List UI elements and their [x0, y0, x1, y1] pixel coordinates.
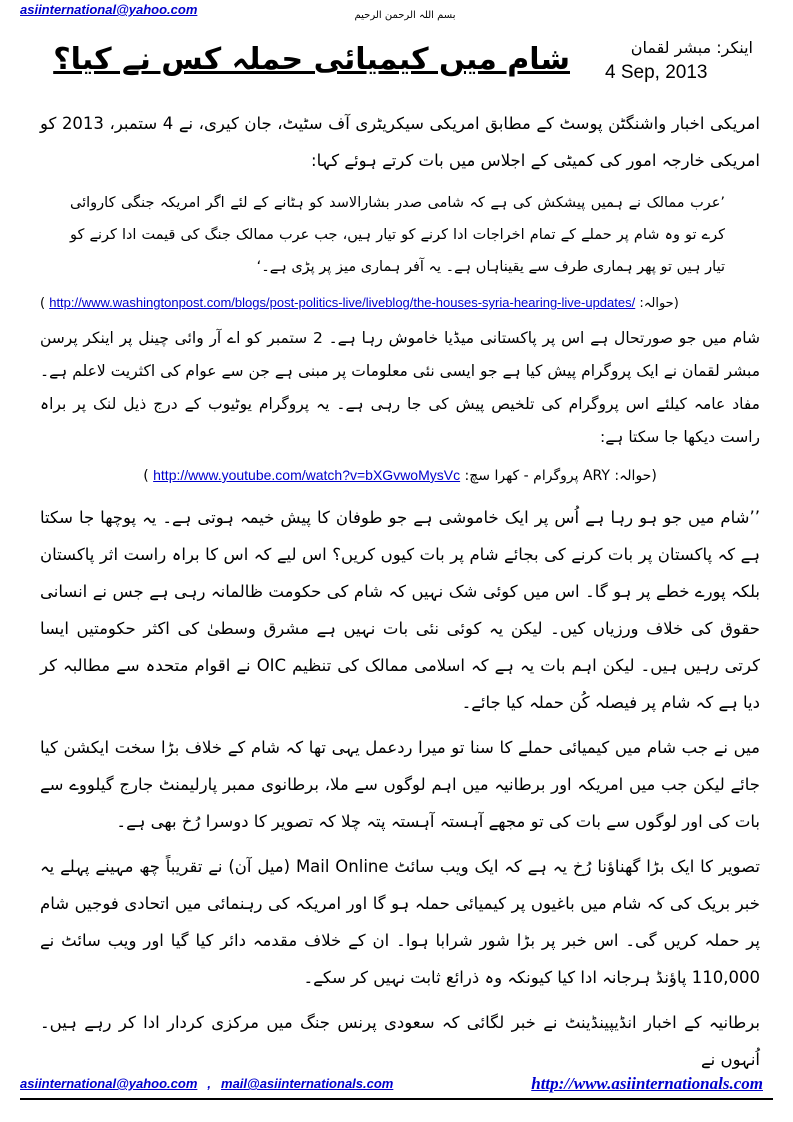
footer-divider	[20, 1098, 773, 1100]
paragraph-intro: امریکی اخبار واشنگٹن پوسٹ کے مطابق امریکی سیکریٹری آف سٹیٹ، جان کیری، نے 4 ستمبر، 2013 کو امریکی خارجہ امور کی کمیٹی کے اجلاس میں بات کرتے ہوئے کہا:	[40, 114, 760, 170]
footer-email-link-2[interactable]: mail@asiinternationals.com	[221, 1076, 394, 1091]
header-email-link[interactable]: asiinternational@yahoo.com	[20, 2, 198, 17]
reference-close: )	[143, 468, 149, 484]
paragraph-syria-silence: ’’شام میں جو ہو رہا ہے اُس پر ایک خاموشی ہے جو طوفان کا پیش خیمہ ہوتی ہے۔ یہ پوچھا جا سکتا ہے کہ پاکستان پر بات کرنے کی بجائے شام پر بات کیوں کریں؟ اس لیے کہ اس کا براہ راست اثر پاکستان بلکہ پورے خطے پر ہو گا۔ اس میں کوئی شک نہیں کہ شام کی حکومت ظالمانہ رہی ہے جس نے انسانی حقوق کی خلاف ورزیاں کیں۔ لیکن یہ کوئی نئی بات نہیں ہے مشرق وسطیٰ کی اکثر حکومتیں ایسا کرتی رہیں ہیں۔ لیکن اہم بات یہ ہے کہ اسلامی ممالک کی تنظیم OIC نے اقوام متحدہ سے مطالبہ کر دیا ہے کہ شام پر فیصلہ کُن حملہ کیا جائے۔	[40, 508, 760, 712]
footer-website-link[interactable]: http://www.asiinternationals.com	[531, 1074, 763, 1093]
footer-emails	[20, 1076, 393, 1091]
reference-label: (حوالہ:	[639, 296, 679, 311]
page-title: شام میں کیمیائی حملہ کس نے کیا؟	[53, 42, 570, 77]
anchor-name: اینکر: مبشر لقمان	[630, 38, 753, 57]
reference-label: (حوالہ: ARY پروگرام - کھرا سچ:	[464, 468, 657, 484]
article-date: 4 Sep, 2013	[605, 62, 708, 83]
youtube-link[interactable]: http://www.youtube.com/watch?v=bXGvwoMysVc	[153, 467, 461, 483]
reference-youtube	[40, 462, 760, 489]
paragraph-chemical-attack: میں نے جب شام میں کیمیائی حملے کا سنا تو میرا ردعمل یہی تھا کہ شام کے خلاف بڑا سخت ایکشن کیا جائے لیکن جب میں امریکہ اور برطانیہ میں اہم لوگوں سے ملا، برطانوی ممبر پارلیمنٹ جارج گیلووے سے بات کی اور لوگوں سے بات کی تو مجھے آہستہ آہستہ پتہ چلا کہ تصویر کا دوسرا رُخ بھی ہے۔	[40, 738, 760, 831]
paragraph-program: شام میں جو صورتحال ہے اس پر پاکستانی میڈیا خاموش رہا ہے۔ 2 ستمبر کو اے آر وائی چینل پر اینکر پرسن مبشر لقمان نے ایک پروگرام پیش کیا ہے جو ایسی نئی معلومات پر مبنی ہے جن سے عوام کی اکثریت لاعلم ہے۔ مفاد عامہ کیلئے اس پروگرام کی تلخیص پیش کی جا رہی ہے۔ یہ پروگرام یوٹیوب کے درج ذیل لنک پر براہ راست دیکھا جا سکتا ہے:	[40, 329, 760, 446]
reference-close: )	[40, 296, 46, 311]
kerry-quote: ’عرب ممالک نے ہمیں پیشکش کی ہے کہ شامی صدر بشارالاسد کو ہٹانے کے لئے اگر امریکہ جنگی کاروائی کرے تو وہ شام پر حملے کے تمام اخراجات ادا کرنے کو تیار ہیں، جب عرب ممالک جنگ کی قیمت ادا کرنے کو تیار ہیں تو پھر ہماری طرف سے یقیناہاں ہے۔ یہ آفر ہماری میز پر پڑی ہے۔‘	[70, 195, 725, 275]
footer-email-link-1[interactable]: asiinternational@yahoo.com	[20, 1076, 198, 1091]
washington-post-link[interactable]: http://www.washingtonpost.com/blogs/post-politics-live/liveblog/the-houses-syria-hearing-live-updates/	[49, 295, 636, 310]
paragraph-mail-online: تصویر کا ایک بڑا گھناؤنا رُخ یہ ہے کہ ایک ویب سائٹ Mail Online (میل آن) نے تقریباً چھ مہینے پہلے یہ خبر بریک کی کہ شام میں باغیوں پر کیمیائی حملہ ہو گا اور امریکہ کی رہنمائی میں اتحادی فوجیں شام پر حملہ کریں گی۔ اس خبر پر بڑا شور شرابا ہوا۔ ان کے خلاف مقدمہ دائر کیا گیا اور ویب سائٹ نے 110,000 پاؤنڈ ہرجانہ ادا کیا کیونکہ وہ ذرائع ثابت نہیں کر سکے۔	[40, 857, 760, 987]
footer-separator: ,	[207, 1076, 212, 1091]
article-body	[40, 105, 760, 1086]
paragraph-independent: برطانیہ کے اخبار انڈیپینڈینٹ نے خبر لگائی کہ سعودی پرنس جنگ میں مرکزی کردار ادا کر رہے ہیں۔ اُنہوں نے	[40, 1013, 760, 1069]
basmala: بسم اللہ الرحمن الرحیم	[354, 10, 456, 21]
reference-washington-post	[40, 291, 760, 316]
